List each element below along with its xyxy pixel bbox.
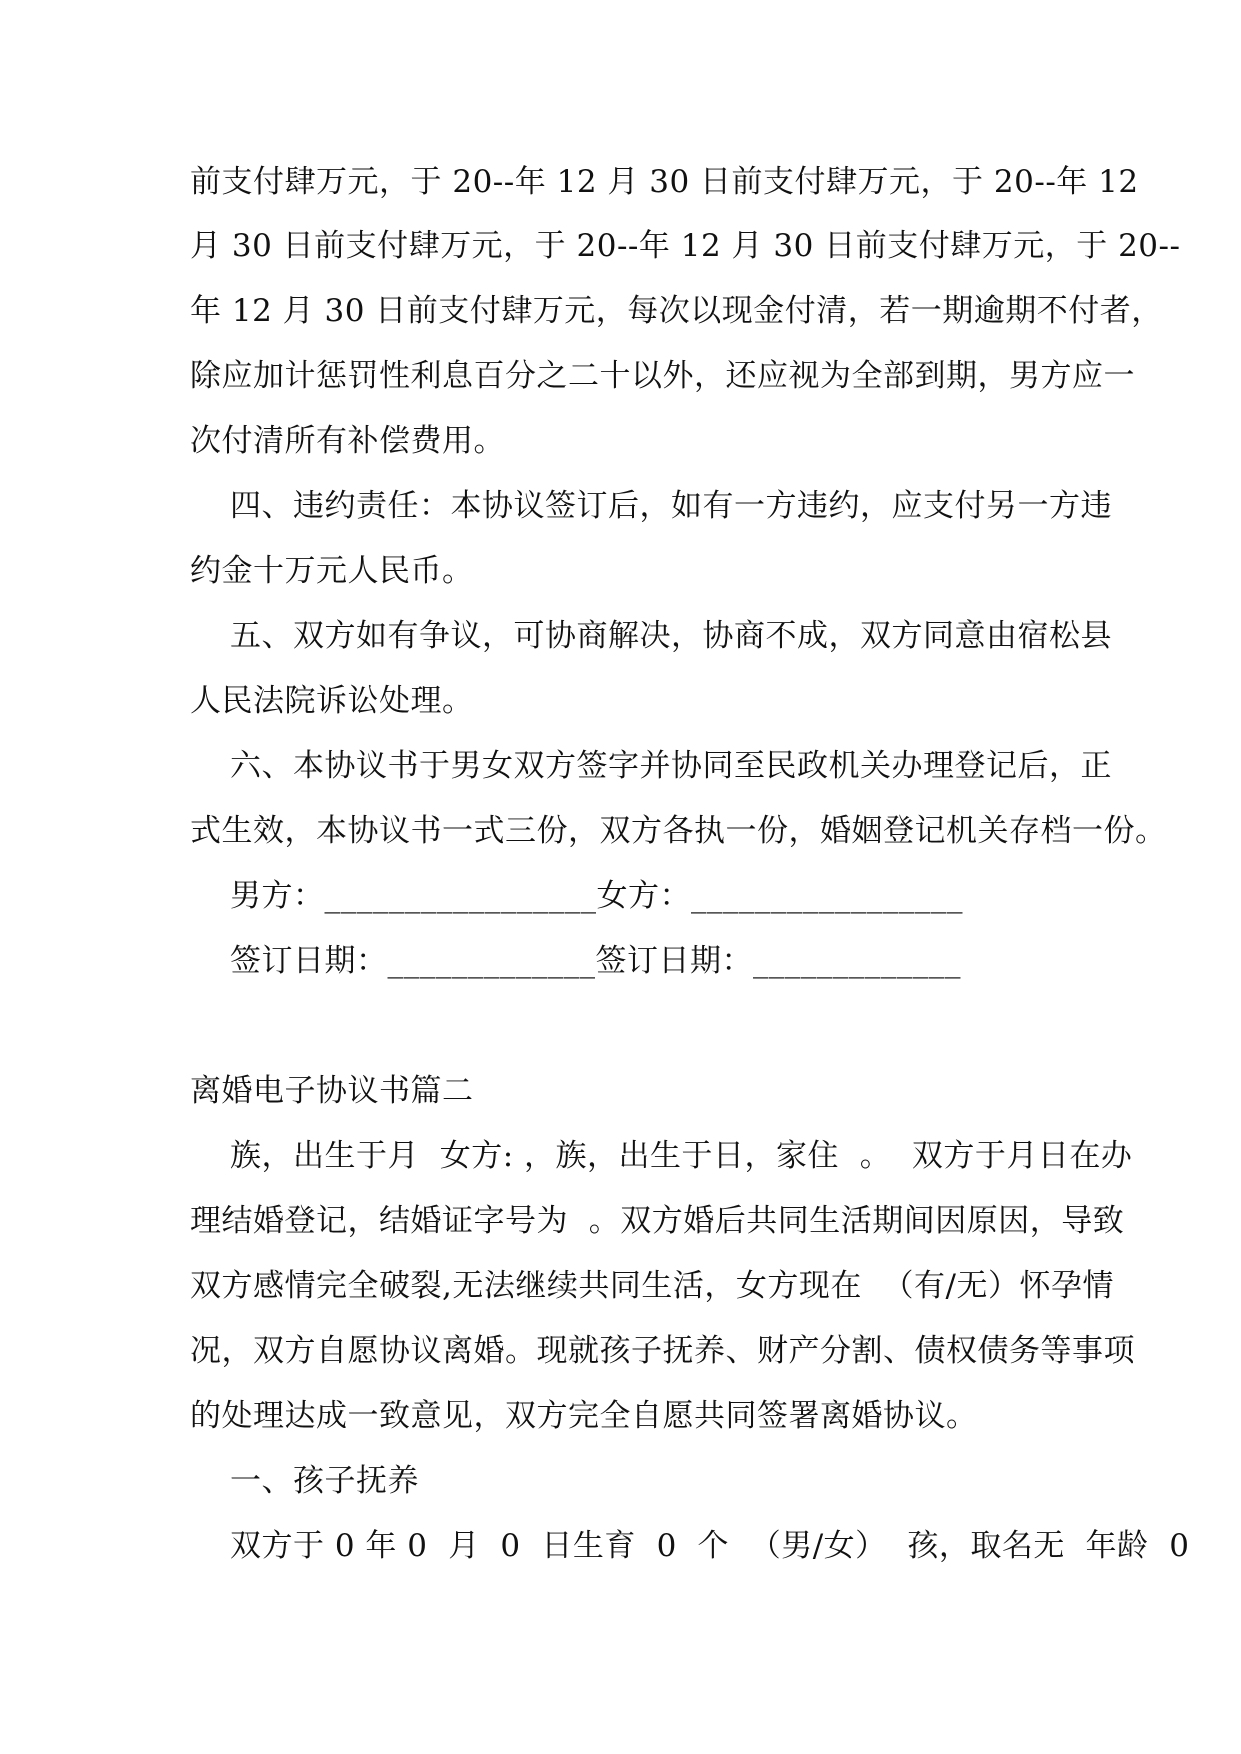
clause-6-line: 六、本协议书于男女双方签字并协同至民政机关办理登记后，正 <box>230 748 1112 784</box>
text-line: 年 12 月 30 日前支付肆万元，每次以现金付清，若一期逾期不付者， <box>190 293 1163 329</box>
section-title: 离婚电子协议书篇二 <box>190 1073 474 1109</box>
text-line: 双方感情完全破裂,无法继续共同生活，女方现在 （有/无）怀孕情 <box>190 1268 1115 1304</box>
paragraph-line: 双方于 0 年 0 月 0 日生育 0 个 （男/女） 孩，取名无 年龄 0 <box>230 1528 1190 1564</box>
text-line: 月 30 日前支付肆万元，于 20--年 12 月 30 日前支付肆万元，于 20-- <box>190 228 1181 264</box>
text-line: 况，双方自愿协议离婚。现就孩子抚养、财产分割、债权债务等事项 <box>190 1333 1135 1369</box>
text-line: 的处理达成一致意见，双方完全自愿共同签署离婚协议。 <box>190 1398 978 1434</box>
paragraph-line: 族，出生于月 女方: ，族，出生于日，家住 。 双方于月日在办 <box>230 1138 1133 1174</box>
clause-4-line: 四、违约责任：本协议签订后，如有一方违约，应支付另一方违 <box>230 488 1112 524</box>
signature-line: 男方：_________________女方：_________________ <box>230 878 963 914</box>
signing-date-line: 签订日期：_____________签订日期：_____________ <box>230 943 961 979</box>
text-line: 约金十万元人民币。 <box>190 553 474 589</box>
text-line: 次付清所有补偿费用。 <box>190 423 505 459</box>
clause-5-line: 五、双方如有争议，可协商解决，协商不成，双方同意由宿松县 <box>230 618 1112 654</box>
text-line: 理结婚登记，结婚证字号为 。双方婚后共同生活期间因原因，导致 <box>190 1203 1125 1239</box>
text-line: 式生效，本协议书一式三份，双方各执一份，婚姻登记机关存档一份。 <box>190 813 1167 849</box>
text-line: 前支付肆万元，于 20--年 12 月 30 日前支付肆万元，于 20--年 12 <box>190 164 1139 200</box>
subsection-heading: 一、孩子抚养 <box>230 1463 419 1499</box>
text-line: 除应加计惩罚性利息百分之二十以外，还应视为全部到期，男方应一 <box>190 358 1135 394</box>
text-line: 人民法院诉讼处理。 <box>190 683 474 719</box>
